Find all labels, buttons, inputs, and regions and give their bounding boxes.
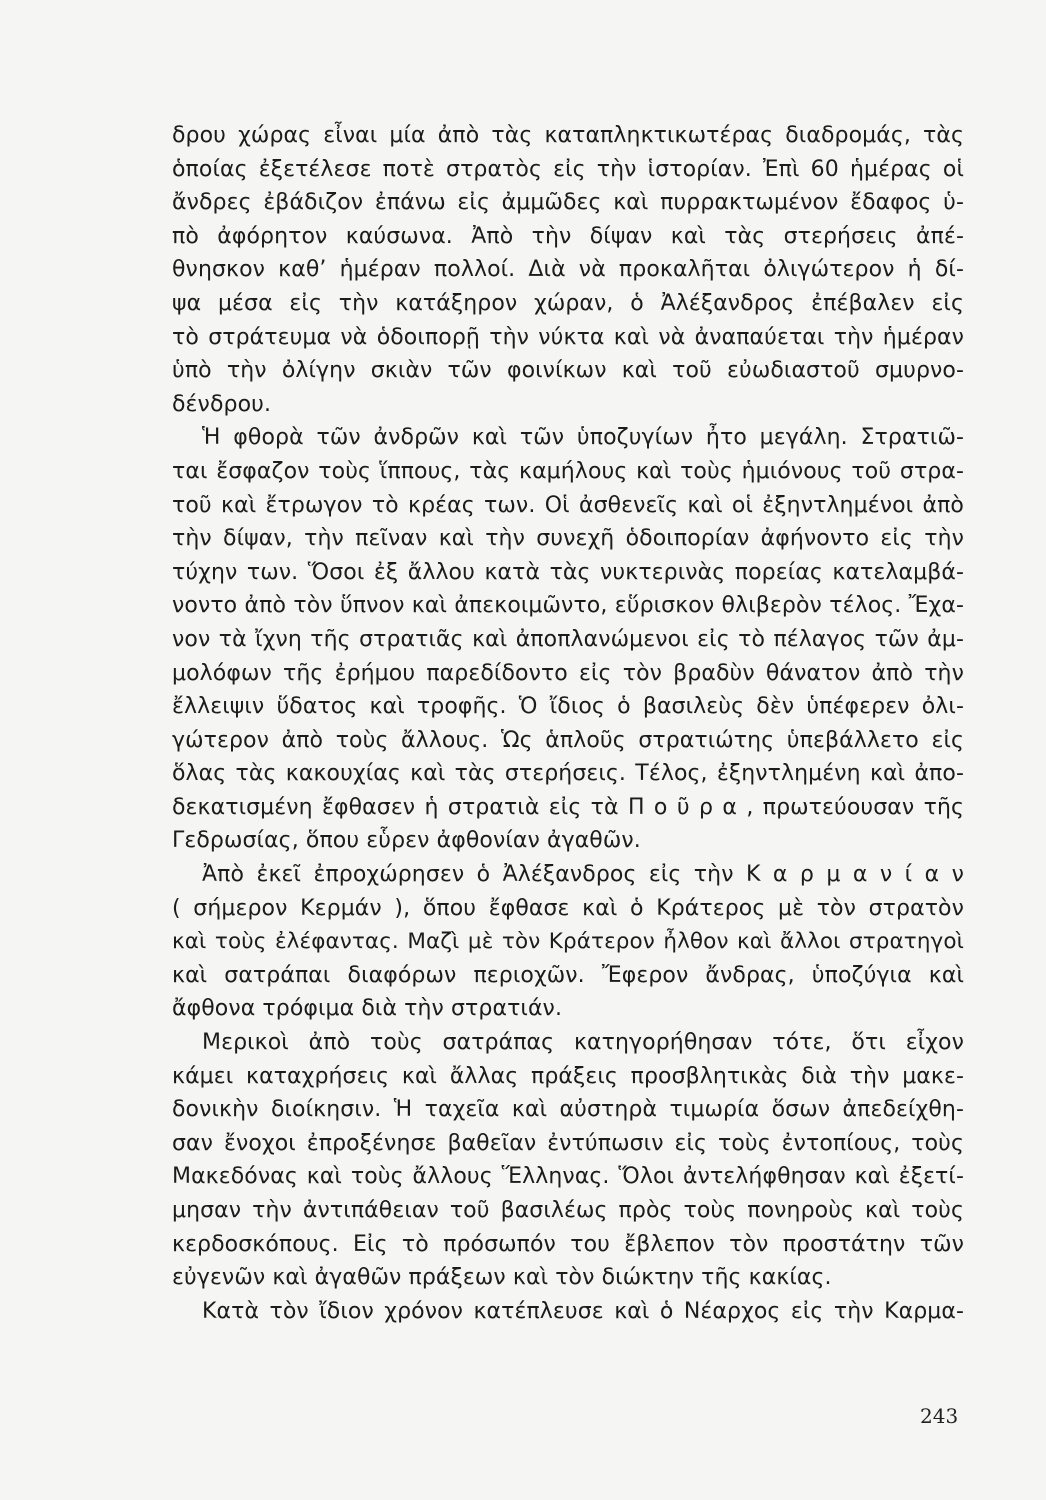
text-line: πὸ ἀφόρητον καύσωνα. Ἀπὸ τὴν δίψαν καὶ τὰς στερήσεις ἀπέ- xyxy=(172,223,964,249)
body-text xyxy=(172,119,964,1328)
text-line: Ἀπὸ ἐκεῖ ἐπροχώρησεν ὁ Ἀλέξανδρος εἰς τὴν Κ α ρ μ α ν ί α ν xyxy=(202,862,964,888)
text-line: νοντο ἀπὸ τὸν ὕπνον καὶ ἀπεκοιμῶντο, εὕρισκον θλιβερὸν τέλος. Ἔχα- xyxy=(172,593,964,619)
text-line: νον τὰ ἴχνη τῆς στρατιᾶς καὶ ἀποπλανώμενοι εἰς τὸ πέλαγος τῶν ἀμ- xyxy=(172,626,964,652)
text-line: ὑπὸ τὴν ὀλίγην σκιὰν τῶν φοινίκων καὶ τοῦ εὐωδιαστοῦ σμυρνο- xyxy=(172,358,964,384)
page-number: 243 xyxy=(920,1404,959,1428)
text-line: θνησκον καθ’ ἡμέραν πολλοί. Διὰ νὰ προκαλῆται ὀλιγώτερον ἡ δί- xyxy=(172,257,964,283)
text-line: ἄφθονα τρόφιμα διὰ τὴν στρατιάν. xyxy=(172,996,563,1022)
text-line: δρου χώρας εἶναι μία ἀπὸ τὰς καταπληκτικωτέρας διαδρομάς, τὰς xyxy=(172,123,964,148)
text-line: τὴν δίψαν, τὴν πεῖναν καὶ τὴν συνεχῆ ὁδοιπορίαν ἀφήνοντο εἰς τὴν xyxy=(172,526,964,552)
text-line: τύχην των. Ὅσοι ἐξ ἄλλου κατὰ τὰς νυκτερινὰς πορείας κατελαμβά- xyxy=(172,559,964,585)
text-line: δεκατισμένη ἔφθασεν ἡ στρατιὰ εἰς τὰ Π ο ῦ ρ α , πρωτεύουσαν τῆς xyxy=(172,794,964,820)
text-line: δονικὴν διοίκησιν. Ἡ ταχεῖα καὶ αὐστηρὰ τιμωρία ὅσων ἀπεδείχθη- xyxy=(172,1097,964,1123)
text-line: Ἡ φθορὰ τῶν ἀνδρῶν καὶ τῶν ὑποζυγίων ἦτο μεγάλη. Στρατιῶ- xyxy=(202,425,964,451)
text-line: δένδρου. xyxy=(172,391,272,417)
text-line: ( σήμερον Κερμάν ), ὅπου ἔφθασε καὶ ὁ Κράτερος μὲ τὸν στρατὸν xyxy=(172,895,964,921)
text-line: ται ἔσφαζον τοὺς ἵππους, τὰς καμήλους καὶ τοὺς ἡμιόνους τοῦ στρα- xyxy=(172,458,964,484)
text-line: σαν ἔνοχοι ἐπροξένησε βαθεῖαν ἐντύπωσιν εἰς τοὺς ἐντοπίους, τοὺς xyxy=(172,1130,964,1156)
text-line: εὐγενῶν καὶ ἀγαθῶν πράξεων καὶ τὸν διώκτην τῆς κακίας. xyxy=(172,1265,832,1291)
text-line: τοῦ καὶ ἔτρωγον τὸ κρέας των. Οἱ ἀσθενεῖς καὶ οἱ ἐξηντλημένοι ἀπὸ xyxy=(172,492,964,518)
text-line: Μερικοὶ ἀπὸ τοὺς σατράπας κατηγορήθησαν τότε, ὅτι εἶχον xyxy=(202,1030,964,1056)
text-line: ὅλας τὰς κακουχίας καὶ τὰς στερήσεις. Τέλος, ἐξηντλημένη καὶ ἀπο- xyxy=(172,761,964,787)
text-line: καὶ σατράπαι διαφόρων περιοχῶν. Ἔφερον ἄνδρας, ὑποζύγια καὶ xyxy=(172,962,964,988)
text-line: Μακεδόνας καὶ τοὺς ἄλλους Ἕλληνας. Ὅλοι ἀντελήφθησαν καὶ ἐξετί- xyxy=(172,1164,964,1190)
text-line: κερδοσκόπους. Εἰς τὸ πρόσωπόν του ἔβλεπον τὸν προστάτην τῶν xyxy=(172,1231,964,1257)
text-line: Κατὰ τὸν ἴδιον χρόνον κατέπλευσε καὶ ὁ Νέαρχος εἰς τὴν Καρμα- xyxy=(202,1298,964,1324)
text-line: ὁποίας ἐξετέλεσε ποτὲ στρατὸς εἰς τὴν ἱστορίαν. Ἐπὶ 60 ἡμέρας οἱ xyxy=(172,156,964,182)
text-line: τὸ στράτευμα νὰ ὁδοιπορῇ τὴν νύκτα καὶ νὰ ἀναπαύεται τὴν ἡμέραν xyxy=(172,324,964,350)
text-line: ἔλλειψιν ὕδατος καὶ τροφῆς. Ὁ ἴδιος ὁ βασιλεὺς δὲν ὑπέφερεν ὀλι- xyxy=(172,694,964,720)
text-line: κάμει καταχρήσεις καὶ ἄλλας πράξεις προσβλητικὰς διὰ τὴν μακε- xyxy=(172,1063,964,1089)
text-line: γώτερον ἀπὸ τοὺς ἄλλους. Ὡς ἁπλοῦς στρατιώτης ὑπεβάλλετο εἰς xyxy=(172,727,964,753)
text-line: ψα μέσα εἰς τὴν κατάξηρον χώραν, ὁ Ἀλέξανδρος ἐπέβαλεν εἰς xyxy=(172,290,964,316)
text-line: μησαν τὴν ἀντιπάθειαν τοῦ βασιλέως πρὸς τοὺς πονηροὺς καὶ τοὺς xyxy=(172,1198,964,1223)
text-line: ἄνδρες ἐβάδιζον ἐπάνω εἰς ἀμμῶδες καὶ πυρρακτωμένον ἔδαφος ὑ- xyxy=(172,190,964,216)
text-line: Γεδρωσίας, ὅπου εὗρεν ἀφθονίαν ἀγαθῶν. xyxy=(172,828,641,854)
text-line: μολόφων τῆς ἐρήμου παρεδίδοντο εἰς τὸν βραδὺν θάνατον ἀπὸ τὴν xyxy=(172,660,964,686)
text-line: καὶ τοὺς ἐλέφαντας. Μαζὶ μὲ τὸν Κράτερον ἦλθον καὶ ἄλλοι στρατηγοὶ xyxy=(172,929,964,955)
